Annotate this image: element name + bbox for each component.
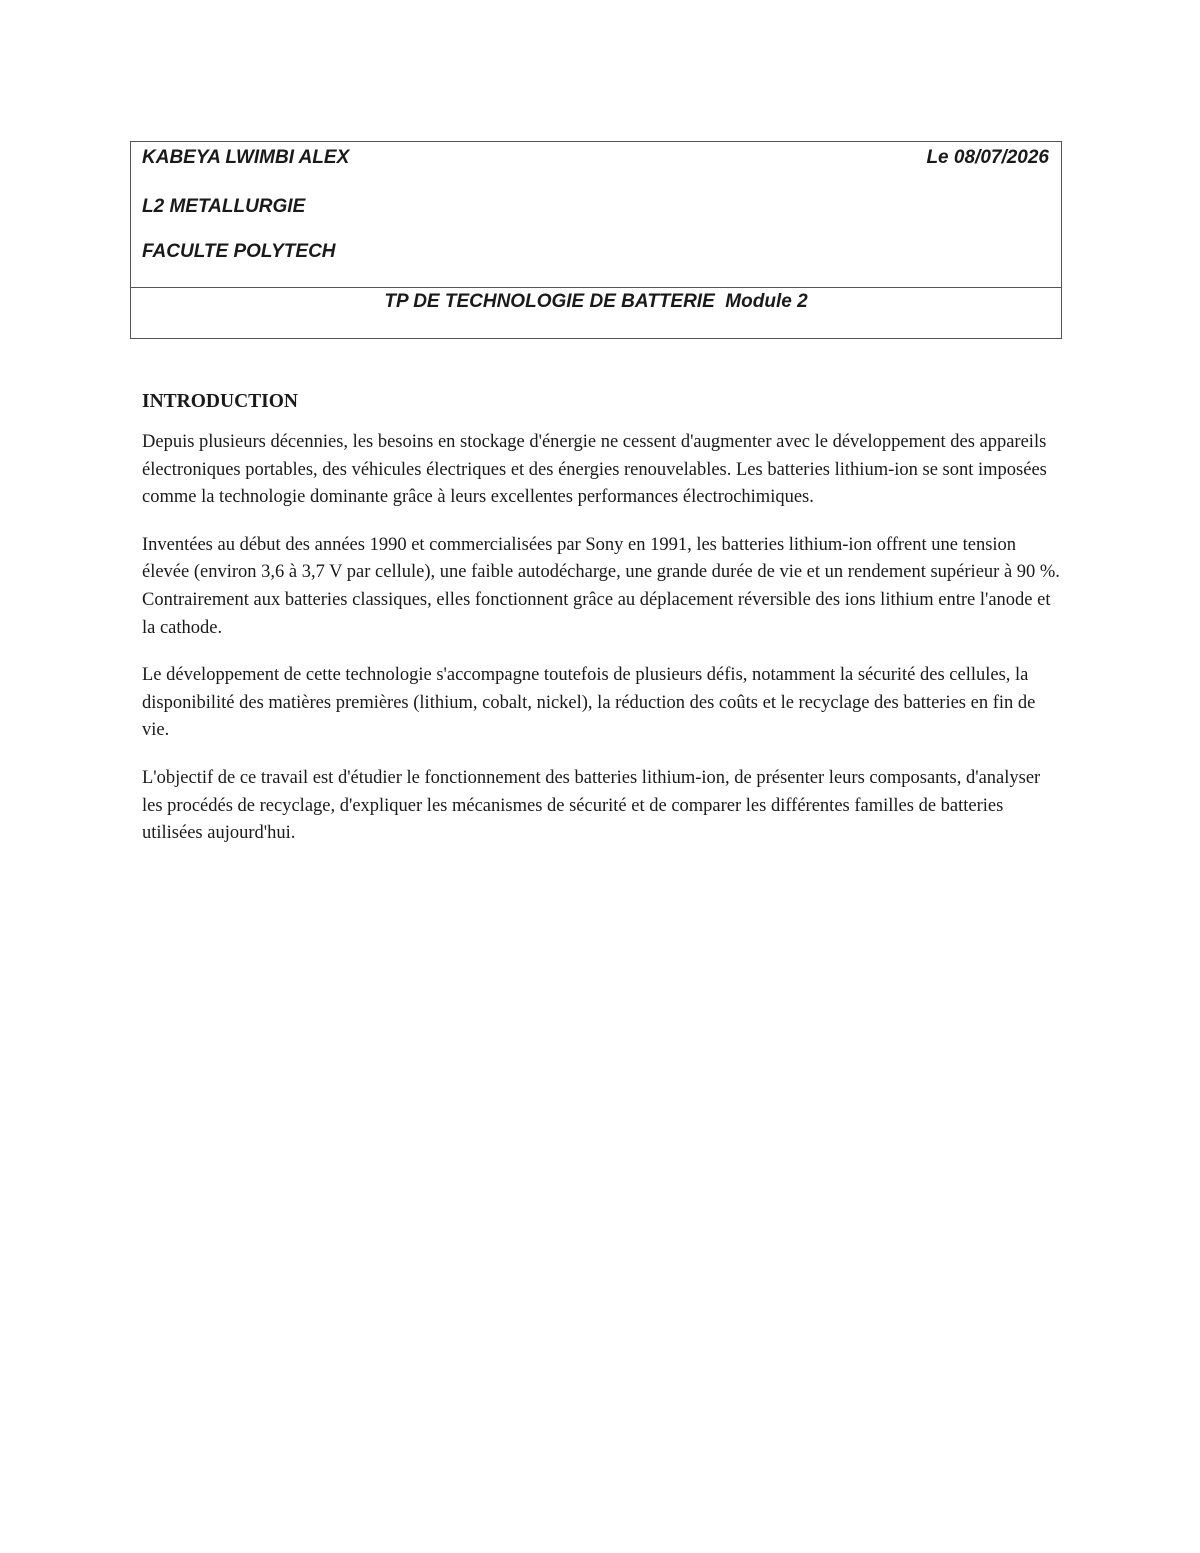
document-title-text: TP DE TECHNOLOGIE DE BATTERIE Module 2 <box>384 291 808 312</box>
paragraph: Le développement de cette technologie s'accompagne toutefois de plusieurs défis, notamment la sécurité des cellules, la disponibilité des matières premières (lithium, cobalt, nickel), la réduction des coûts et le recyclage des batteries en fin de vie. <box>142 665 1036 741</box>
student-level: L2 METALLURGIE <box>142 196 306 217</box>
document-title <box>131 290 1061 314</box>
header-info-cell <box>131 142 1061 288</box>
paragraph: Depuis plusieurs décennies, les besoins en stockage d'énergie ne cessent d'augmenter avec le développement des appareils électroniques portables, des véhicules électriques et des énergies renouvelables. Les batteries lithium-ion se sont imposées comme la technologie dominante grâce à leurs excellentes performances électrochimiques. <box>142 432 1047 508</box>
document-body <box>142 388 1062 868</box>
document-date: Le 08/07/2026 <box>926 147 1049 168</box>
student-name: KABEYA LWIMBI ALEX <box>142 147 350 168</box>
paragraph: Inventées au début des années 1990 et commercialisées par Sony en 1991, les batteries lithium-ion offrent une tension élevée (environ 3,6 à 3,7 V par cellule), une faible autodécharge, une grande durée de vie et un rendement supérieur à 90 %. Contrairement aux batteries classiques, elles fonctionnent grâce au déplacement réversible des ions lithium entre l'anode et la cathode. <box>142 534 1060 638</box>
section-heading-introduction: INTRODUCTION <box>142 391 299 412</box>
student-faculty: FACULTE POLYTECH <box>142 241 336 262</box>
header-table <box>130 141 1062 339</box>
paragraph: L'objectif de ce travail est d'étudier le fonctionnement des batteries lithium-ion, de présenter leurs composants, d'analyser les procédés de recyclage, d'expliquer les mécanismes de sécurité et de comparer les différentes familles de batteries utilisées aujourd'hui. <box>142 767 1041 844</box>
